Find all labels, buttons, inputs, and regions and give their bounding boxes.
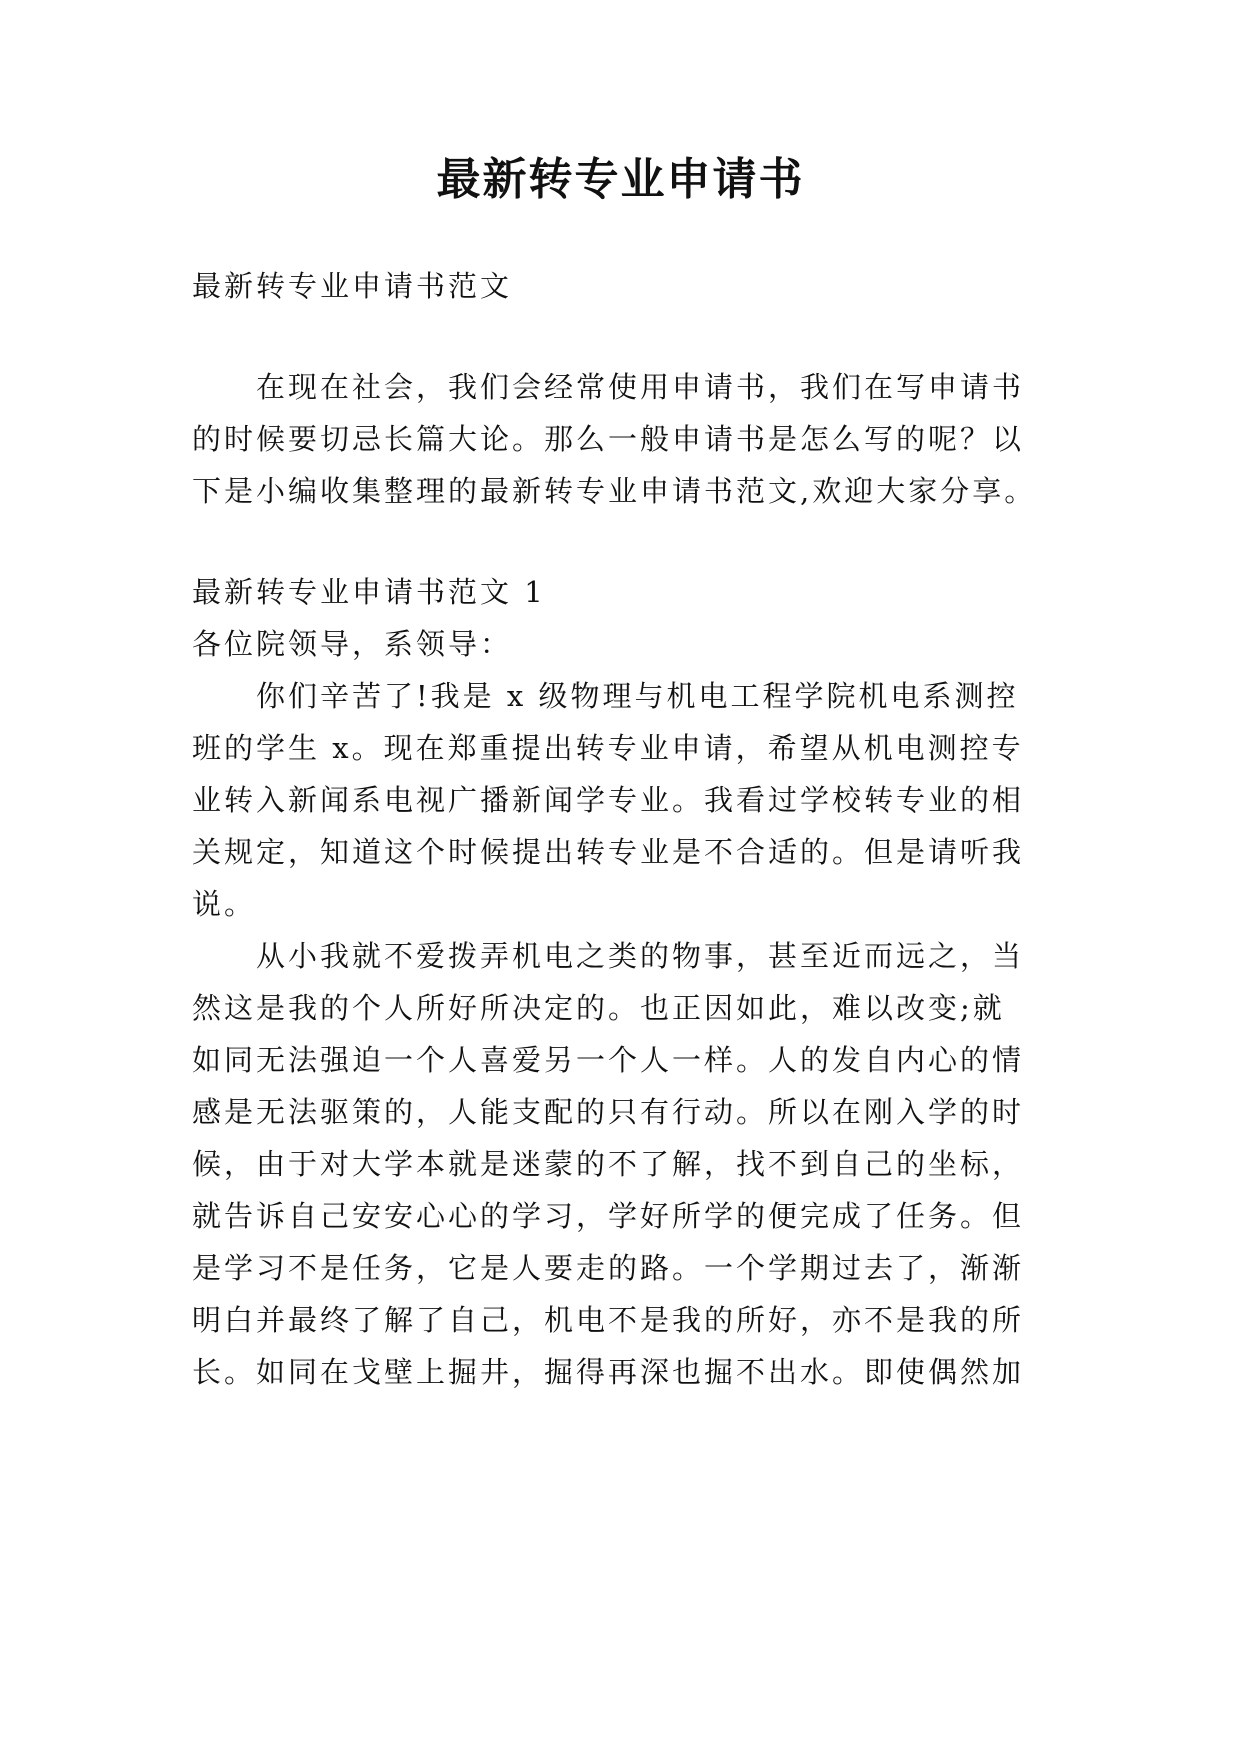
intro-line: 在现在社会，我们会经常使用申请书，我们在写申请书 xyxy=(256,370,1025,404)
paragraph-line: 就告诉自己安安心心的学习，学好所学的便完成了任务。但 xyxy=(192,1199,1025,1233)
paragraph-line: 说。 xyxy=(192,887,257,921)
paragraph-line: 是学习不是任务，它是人要走的路。一个学期过去了，渐渐 xyxy=(192,1251,1025,1285)
paragraph-line: 长。如同在戈壁上掘井，掘得再深也掘不出水。即使偶然加 xyxy=(192,1355,1025,1389)
paragraph-line: 感是无法驱策的，人能支配的只有行动。所以在刚入学的时 xyxy=(192,1095,1025,1129)
paragraph-line: 关规定，知道这个时候提出转专业是不合适的。但是请听我 xyxy=(192,835,1025,869)
section-heading: 最新转专业申请书范文 1 xyxy=(192,575,546,609)
paragraph-line: 班的学生 x。现在郑重提出转专业申请，希望从机电测控专 xyxy=(192,731,1024,765)
paragraph-line: 从小我就不爱拨弄机电之类的物事，甚至近而远之，当 xyxy=(256,939,1025,973)
paragraph-line: 你们辛苦了!我是 x 级物理与机电工程学院机电系测控 xyxy=(256,679,1019,713)
paragraph-line: 明白并最终了解了自己，机电不是我的所好，亦不是我的所 xyxy=(192,1303,1025,1337)
paragraph-line: 如同无法强迫一个人喜爱另一个人一样。人的发自内心的情 xyxy=(192,1043,1025,1077)
document-subtitle: 最新转专业申请书范文 xyxy=(192,269,513,303)
intro-line: 的时候要切忌长篇大论。那么一般申请书是怎么写的呢？以 xyxy=(192,422,1025,456)
intro-line: 下是小编收集整理的最新转专业申请书范文,欢迎大家分享。 xyxy=(192,474,1037,508)
paragraph-line: 候，由于对大学本就是迷蒙的不了解，找不到自己的坐标， xyxy=(192,1147,1025,1181)
document-title: 最新转专业申请书 xyxy=(436,154,805,205)
paragraph-line: 然这是我的个人所好所决定的。也正因如此，难以改变;就 xyxy=(192,991,1005,1025)
paragraph-line: 业转入新闻系电视广播新闻学专业。我看过学校转专业的相 xyxy=(192,783,1025,817)
salutation: 各位院领导，系领导： xyxy=(192,627,513,661)
